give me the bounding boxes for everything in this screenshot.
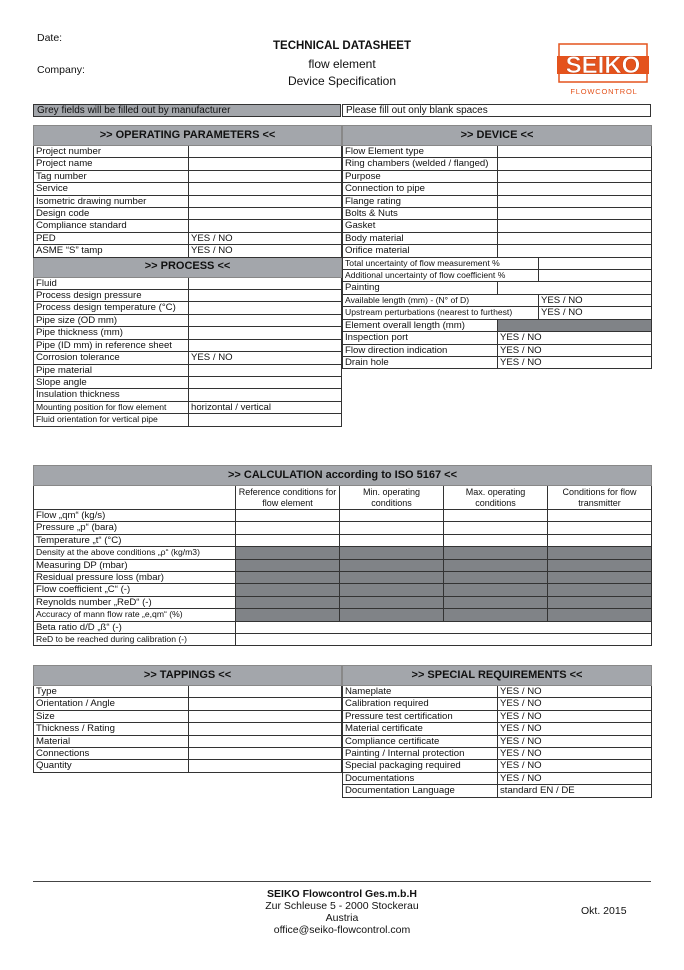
manufacturer-field — [340, 572, 444, 584]
yes-no-field[interactable]: YES / NO — [189, 232, 342, 244]
yes-no-field[interactable]: YES / NO — [189, 352, 342, 364]
field-label: Material certificate — [343, 723, 498, 735]
table-row — [34, 572, 652, 584]
footer-country: Austria — [325, 912, 359, 924]
field-value[interactable] — [189, 710, 342, 722]
table-row — [34, 195, 342, 207]
table-row — [343, 270, 652, 282]
field-label: Process design pressure — [34, 290, 189, 302]
field-value[interactable] — [189, 327, 342, 339]
manufacturer-field — [236, 572, 340, 584]
table-row — [343, 344, 652, 356]
yes-no-field[interactable]: YES / NO — [498, 760, 652, 772]
field-label: Tag number — [34, 170, 189, 182]
manufacturer-field — [548, 596, 652, 608]
table-row — [343, 698, 652, 710]
table-row — [34, 339, 342, 351]
field-value[interactable] — [189, 195, 342, 207]
table-row — [343, 183, 652, 195]
yes-no-field[interactable]: YES / NO — [498, 356, 652, 368]
table-row — [343, 735, 652, 747]
field-label: Pressure test certification — [343, 710, 498, 722]
field-value[interactable] — [498, 158, 652, 170]
field-label: Isometric drawing number — [34, 195, 189, 207]
table-row — [343, 319, 652, 331]
calculation-section-title: >> CALCULATION according to ISO 5167 << — [34, 466, 652, 486]
table-row — [343, 748, 652, 760]
field-value[interactable] — [189, 364, 342, 376]
manufacturer-field — [340, 547, 444, 559]
field-label: Additional uncertainty of flow coefficient % — [343, 270, 539, 282]
field-value[interactable] — [236, 621, 652, 633]
field-label: ReD to be reached during calibration (-) — [34, 634, 236, 646]
table-row — [343, 686, 652, 698]
table-row — [34, 302, 342, 314]
field-label: Project name — [34, 158, 189, 170]
field-label: Service — [34, 183, 189, 195]
manufacturer-field — [236, 584, 340, 596]
field-value[interactable] — [189, 183, 342, 195]
field-label: Flow „qm“ (kg/s) — [34, 510, 236, 522]
table-row — [34, 534, 652, 546]
table-row — [34, 146, 342, 158]
date-label: Date: — [37, 32, 63, 44]
manufacturer-field — [340, 609, 444, 621]
manufacturer-field — [498, 319, 652, 331]
blank-spaces-note: Please fill out only blank spaces — [342, 104, 651, 117]
device-section-title: >> DEVICE << — [343, 126, 652, 146]
field-value[interactable] — [539, 257, 652, 269]
field-label: Body material — [343, 232, 498, 244]
yes-no-field[interactable]: YES / NO — [498, 344, 652, 356]
table-row — [343, 257, 652, 269]
page-subtitle-2: Device Specification — [287, 74, 397, 88]
page-title: TECHNICAL DATASHEET — [273, 40, 411, 52]
field-value[interactable] — [189, 339, 342, 351]
field-label: Documentations — [343, 772, 498, 784]
manufacturer-field — [340, 584, 444, 596]
manufacturer-field — [340, 559, 444, 571]
process-section-title: >> PROCESS << — [34, 257, 342, 277]
table-row — [34, 245, 342, 257]
field-value[interactable] — [189, 220, 342, 232]
column-header: Min. operating conditions — [340, 486, 444, 510]
yes-no-field[interactable]: YES / NO — [539, 294, 652, 306]
company-label: Company: — [37, 64, 85, 76]
table-row — [34, 364, 342, 376]
field-label: Bolts & Nuts — [343, 208, 498, 220]
field-value[interactable] — [189, 414, 342, 426]
field-value[interactable] — [189, 723, 342, 735]
table-row — [34, 314, 342, 326]
manufacturer-field — [548, 584, 652, 596]
field-label: Calibration required — [343, 698, 498, 710]
footer-date: Okt. 2015 — [581, 905, 627, 917]
field-value[interactable] — [498, 232, 652, 244]
field-label: Temperature „t“ (°C) — [34, 534, 236, 546]
yes-no-field[interactable]: YES / NO — [498, 723, 652, 735]
page-subtitle: flow element — [308, 57, 376, 71]
device-table — [342, 125, 652, 369]
manufacturer-field — [444, 572, 548, 584]
table-row — [343, 332, 652, 344]
field-label: Inspection port — [343, 332, 498, 344]
manufacturer-field — [444, 609, 548, 621]
field-value[interactable] — [340, 522, 444, 534]
special-requirements-table — [342, 665, 652, 798]
table-row — [34, 621, 652, 633]
field-value[interactable] — [189, 748, 342, 760]
field-value[interactable] — [444, 522, 548, 534]
field-value[interactable] — [498, 195, 652, 207]
field-label: Corrosion tolerance — [34, 352, 189, 364]
table-row — [34, 698, 342, 710]
table-row — [34, 232, 342, 244]
table-row — [34, 183, 342, 195]
language-field[interactable]: standard EN / DE — [498, 785, 652, 797]
table-row — [34, 158, 342, 170]
field-label: Upstream perturbations (nearest to furthest) — [343, 307, 539, 319]
field-label: Pipe size (OD mm) — [34, 314, 189, 326]
field-label: Pressure „p“ (bara) — [34, 522, 236, 534]
field-label: Ring chambers (welded / flanged) — [343, 158, 498, 170]
column-header: Max. operating conditions — [444, 486, 548, 510]
footer-divider — [33, 881, 651, 882]
table-row — [343, 245, 652, 257]
yes-no-field[interactable]: YES / NO — [498, 748, 652, 760]
field-label: Compliance standard — [34, 220, 189, 232]
seiko-logo — [557, 38, 649, 98]
table-row — [343, 220, 652, 232]
field-value[interactable] — [340, 510, 444, 522]
manufacturer-field — [236, 609, 340, 621]
table-row — [34, 723, 342, 735]
field-value[interactable] — [548, 534, 652, 546]
manufacturer-field — [548, 547, 652, 559]
yes-no-field[interactable]: YES / NO — [498, 735, 652, 747]
field-value[interactable] — [498, 282, 652, 294]
field-value[interactable] — [236, 522, 340, 534]
field-label: Flange rating — [343, 195, 498, 207]
field-value[interactable] — [498, 208, 652, 220]
field-label: Nameplate — [343, 686, 498, 698]
field-value[interactable] — [498, 220, 652, 232]
table-row — [343, 760, 652, 772]
manufacturer-field — [444, 584, 548, 596]
field-value[interactable] — [189, 376, 342, 388]
table-row — [34, 352, 342, 364]
field-label: Material — [34, 735, 189, 747]
field-value[interactable] — [548, 522, 652, 534]
field-label: ASME “S” tamp — [34, 245, 189, 257]
manufacturer-field — [444, 547, 548, 559]
field-label: Mounting position for flow element — [34, 401, 189, 413]
manufacturer-field — [236, 596, 340, 608]
table-row — [343, 282, 652, 294]
field-label: Measuring DP (mbar) — [34, 559, 236, 571]
table-row — [343, 170, 652, 182]
table-row — [34, 547, 652, 559]
table-row — [34, 290, 342, 302]
field-label: Process design temperature (°C) — [34, 302, 189, 314]
table-row — [343, 158, 652, 170]
field-label: Pipe (ID mm) in reference sheet — [34, 339, 189, 351]
field-label: Density at the above conditions „ρ“ (kg/m3) — [34, 547, 236, 559]
field-value[interactable] — [498, 183, 652, 195]
footer-email[interactable]: office@seiko-flowcontrol.com — [273, 924, 411, 936]
field-value[interactable] — [189, 208, 342, 220]
table-row — [34, 596, 652, 608]
field-value[interactable] — [444, 510, 548, 522]
tappings-section-title: >> TAPPINGS << — [34, 666, 342, 686]
field-label: Insulation thickness — [34, 389, 189, 401]
field-value[interactable] — [498, 170, 652, 182]
field-value[interactable] — [444, 534, 548, 546]
table-row — [343, 195, 652, 207]
table-row — [34, 735, 342, 747]
field-label: Fluid — [34, 277, 189, 289]
field-value[interactable] — [189, 760, 342, 772]
table-header-row — [34, 486, 652, 510]
field-value[interactable] — [498, 146, 652, 158]
svg-text:FLOWCONTROL: FLOWCONTROL — [570, 87, 638, 96]
yes-no-field[interactable]: YES / NO — [189, 245, 342, 257]
column-header: Conditions for flow transmitter — [548, 486, 652, 510]
manufacturer-field — [548, 559, 652, 571]
field-label: Slope angle — [34, 376, 189, 388]
table-row — [34, 686, 342, 698]
field-value[interactable] — [189, 170, 342, 182]
field-label: Purpose — [343, 170, 498, 182]
field-value[interactable] — [189, 302, 342, 314]
field-label: Accuracy of mann flow rate „e,qm“ (%) — [34, 609, 236, 621]
footer-address: Zur Schleuse 5 - 2000 Stockerau — [265, 900, 419, 912]
field-label: Flow Element type — [343, 146, 498, 158]
field-value[interactable] — [236, 634, 652, 646]
tappings-table — [33, 665, 342, 773]
field-label: Painting — [343, 282, 498, 294]
field-label: Compliance certificate — [343, 735, 498, 747]
field-value[interactable] — [189, 314, 342, 326]
table-row — [343, 208, 652, 220]
table-row — [343, 723, 652, 735]
field-label: Total uncertainty of flow measurement % — [343, 257, 539, 269]
table-row — [34, 760, 342, 772]
field-label: Project number — [34, 146, 189, 158]
field-value[interactable] — [189, 277, 342, 289]
field-label: Element overall length (mm) — [343, 319, 498, 331]
field-value[interactable] — [189, 698, 342, 710]
table-row — [343, 232, 652, 244]
field-label: Available length (mm) - (N° of D) — [343, 294, 539, 306]
table-row — [343, 772, 652, 784]
yes-no-field[interactable]: YES / NO — [498, 686, 652, 698]
table-row — [34, 170, 342, 182]
table-row — [34, 559, 652, 571]
field-label: Orifice material — [343, 245, 498, 257]
operating-process-table — [33, 125, 342, 427]
position-field[interactable]: horizontal / vertical — [189, 401, 342, 413]
field-label: Orientation / Angle — [34, 698, 189, 710]
field-label: Residual pressure loss (mbar) — [34, 572, 236, 584]
field-label: Painting / Internal protection — [343, 748, 498, 760]
table-row — [343, 710, 652, 722]
manufacturer-field — [444, 559, 548, 571]
table-row — [343, 307, 652, 319]
manufacturer-field — [236, 559, 340, 571]
field-value[interactable] — [236, 534, 340, 546]
field-label: Connections — [34, 748, 189, 760]
yes-no-field[interactable]: YES / NO — [498, 772, 652, 784]
manufacturer-field — [548, 572, 652, 584]
field-label: PED — [34, 232, 189, 244]
table-row — [34, 220, 342, 232]
logo-icon — [557, 38, 649, 98]
table-row — [34, 376, 342, 388]
field-label: Drain hole — [343, 356, 498, 368]
field-value[interactable] — [189, 158, 342, 170]
field-label: Thickness / Rating — [34, 723, 189, 735]
field-label: Special packaging required — [343, 760, 498, 772]
manufacturer-field — [444, 596, 548, 608]
field-value[interactable] — [548, 510, 652, 522]
table-row — [34, 389, 342, 401]
manufacturer-field — [340, 596, 444, 608]
field-label: Gasket — [343, 220, 498, 232]
footer-company: SEIKO Flowcontrol Ges.m.b.H — [267, 888, 417, 900]
table-row — [34, 634, 652, 646]
table-row — [343, 785, 652, 797]
field-label: Documentation Language — [343, 785, 498, 797]
field-value[interactable] — [539, 270, 652, 282]
yes-no-field[interactable]: YES / NO — [539, 307, 652, 319]
table-row — [343, 356, 652, 368]
table-row — [34, 414, 342, 426]
table-row — [34, 748, 342, 760]
table-row — [34, 584, 652, 596]
field-label: Flow coefficient „C“ (-) — [34, 584, 236, 596]
manufacturer-field — [236, 547, 340, 559]
special-section-title: >> SPECIAL REQUIREMENTS << — [343, 666, 652, 686]
table-row — [34, 401, 342, 413]
table-row — [34, 277, 342, 289]
header-spacer — [34, 486, 236, 510]
yes-no-field[interactable]: YES / NO — [498, 710, 652, 722]
field-label: Pipe thickness (mm) — [34, 327, 189, 339]
field-label: Fluid orientation for vertical pipe — [34, 414, 189, 426]
field-label: Flow direction indication — [343, 344, 498, 356]
field-value[interactable] — [236, 510, 340, 522]
field-label: Beta ratio d/D „ß“ (-) — [34, 621, 236, 633]
svg-text:SEIKO: SEIKO — [565, 52, 641, 79]
field-label: Pipe material — [34, 364, 189, 376]
table-row — [34, 327, 342, 339]
field-label: Quantity — [34, 760, 189, 772]
column-header: Reference conditions for flow element — [236, 486, 340, 510]
field-label: Size — [34, 710, 189, 722]
field-value[interactable] — [189, 389, 342, 401]
table-row — [34, 609, 652, 621]
operating-section-title: >> OPERATING PARAMETERS << — [34, 126, 342, 146]
table-row — [34, 710, 342, 722]
field-label: Design code — [34, 208, 189, 220]
field-value[interactable] — [189, 290, 342, 302]
field-value[interactable] — [498, 245, 652, 257]
field-value[interactable] — [189, 735, 342, 747]
field-label: Connection to pipe — [343, 183, 498, 195]
calculation-table — [33, 465, 652, 646]
manufacturer-field — [548, 609, 652, 621]
yes-no-field[interactable]: YES / NO — [498, 698, 652, 710]
field-value[interactable] — [189, 686, 342, 698]
table-row — [34, 208, 342, 220]
field-label: Reynolds number „ReD“ (-) — [34, 596, 236, 608]
table-row — [34, 510, 652, 522]
table-row — [343, 146, 652, 158]
table-row — [34, 522, 652, 534]
field-value[interactable] — [189, 146, 342, 158]
field-value[interactable] — [340, 534, 444, 546]
field-label: Type — [34, 686, 189, 698]
table-row — [343, 294, 652, 306]
yes-no-field[interactable]: YES / NO — [498, 332, 652, 344]
grey-fields-note: Grey fields will be filled out by manufacturer — [33, 104, 341, 117]
